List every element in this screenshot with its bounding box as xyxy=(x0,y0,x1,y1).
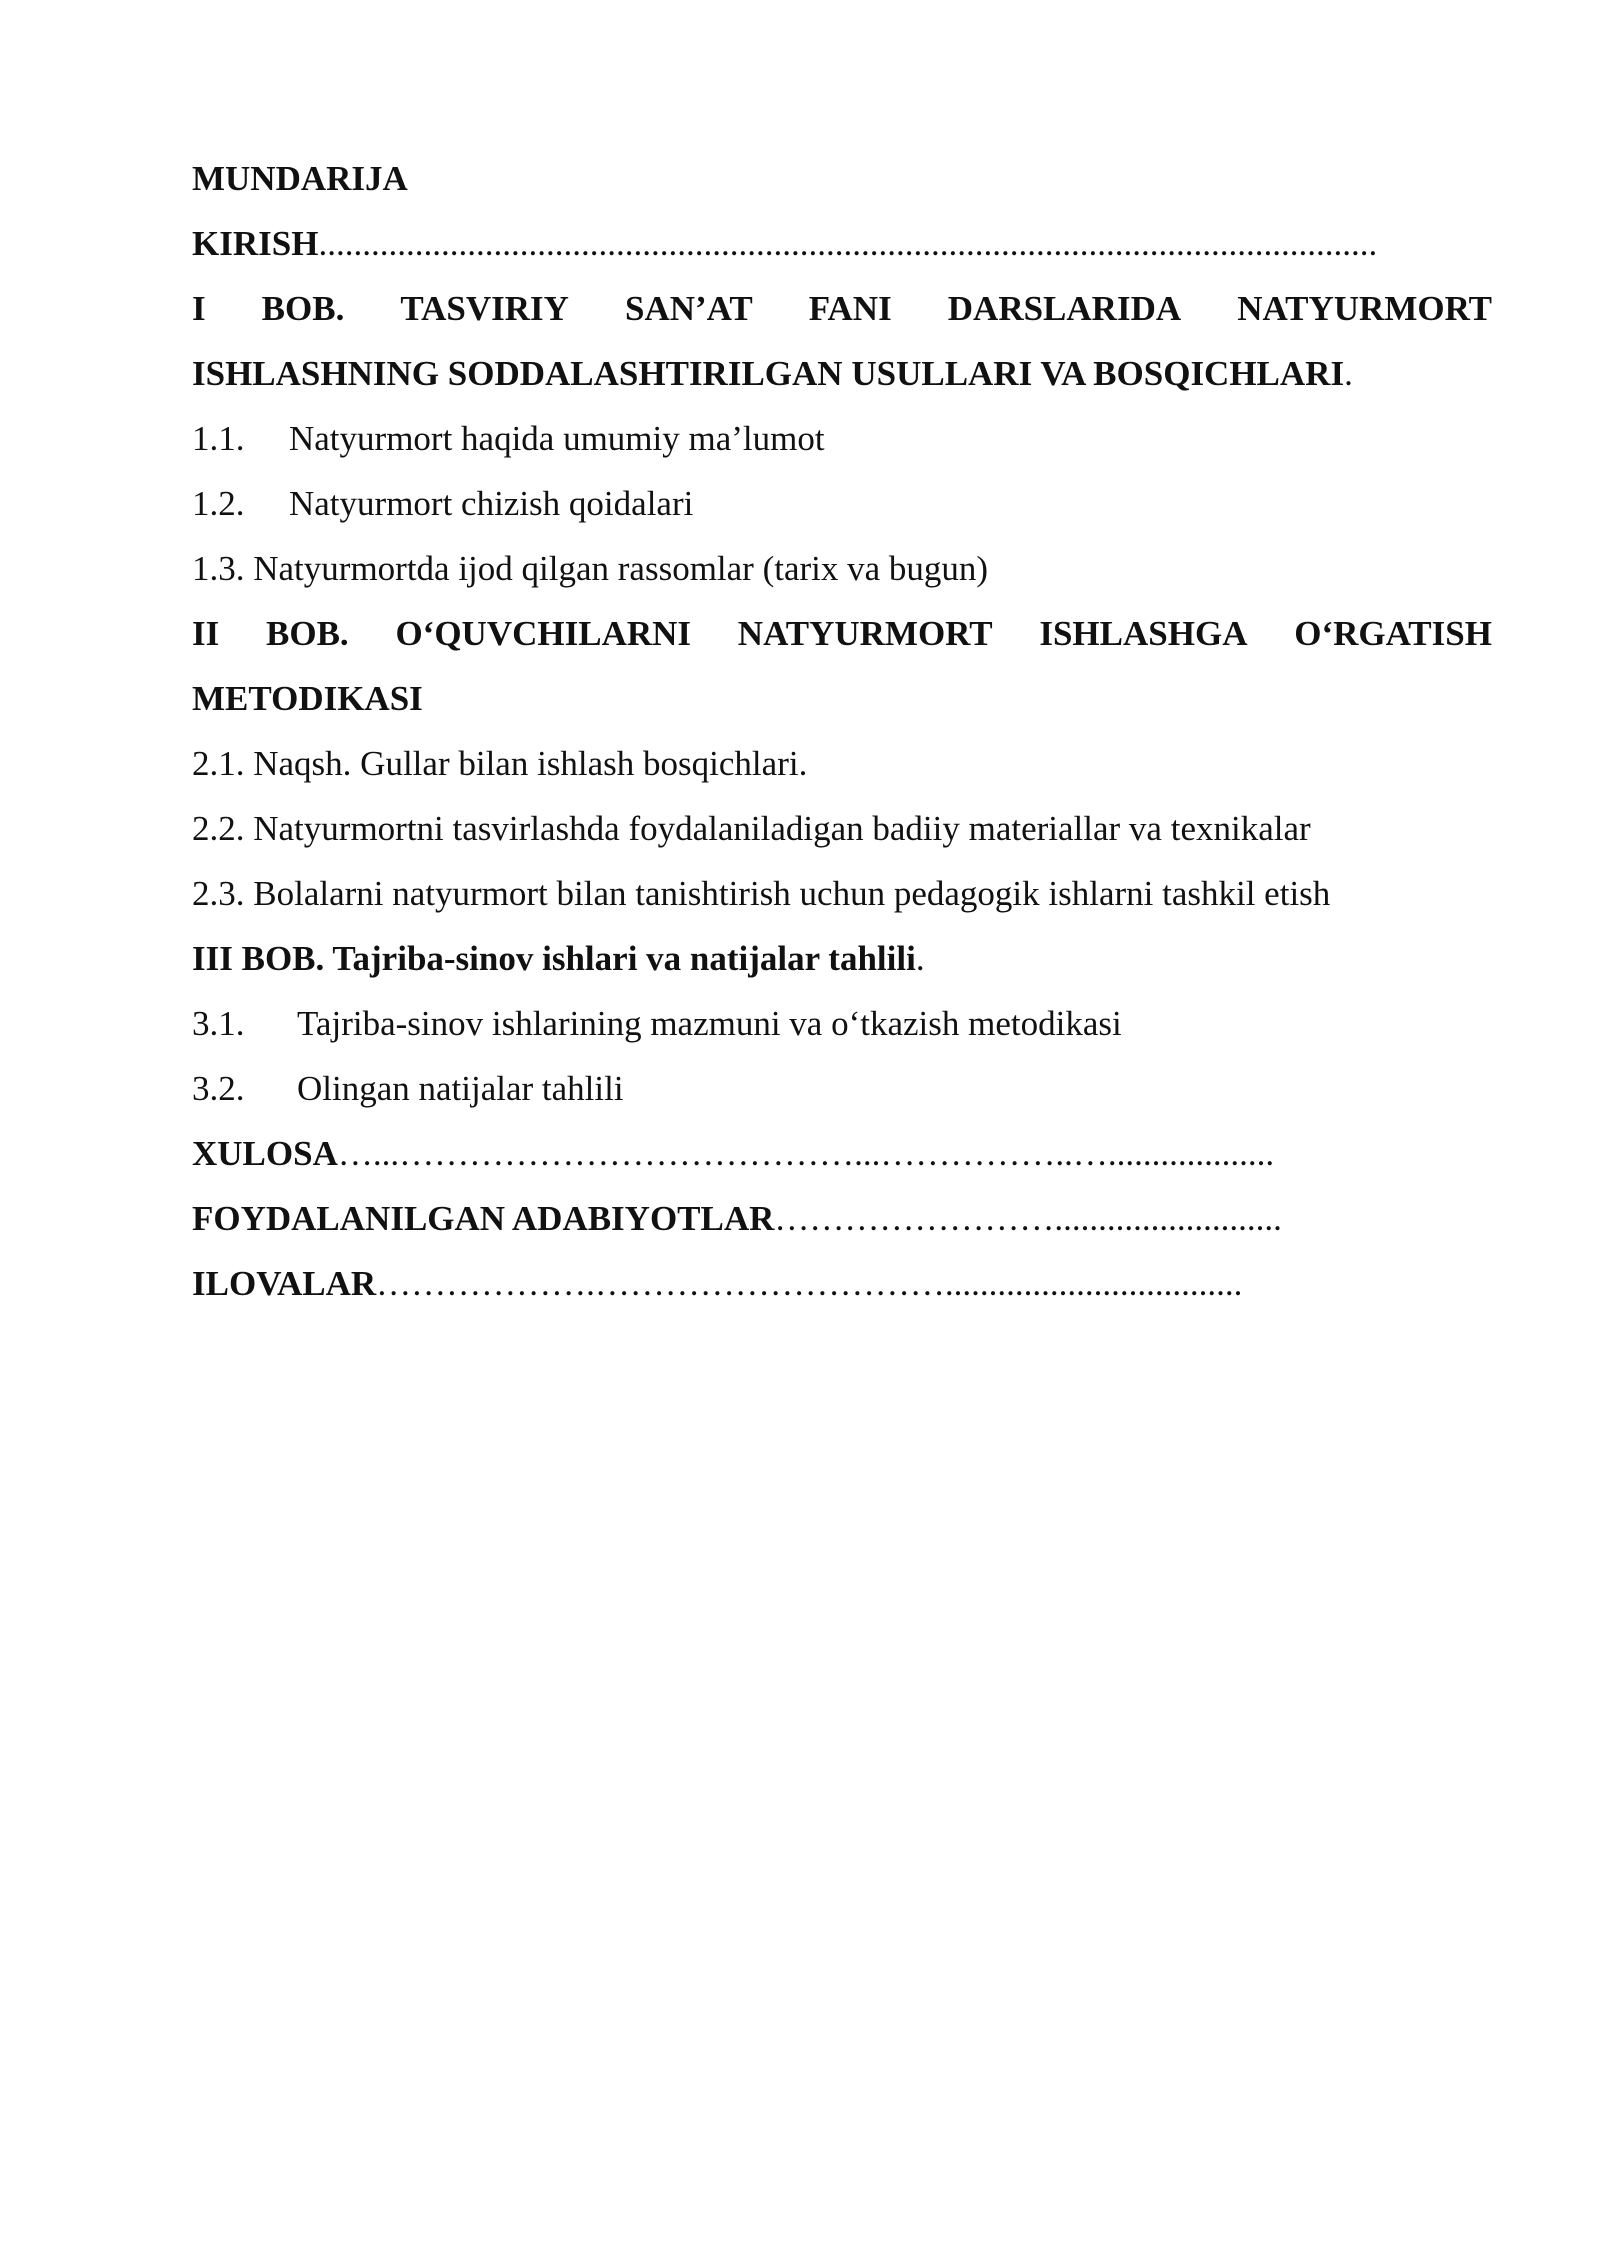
chapter-2-word: BOB. xyxy=(266,614,349,653)
xulosa-label: XULOSA xyxy=(192,1134,338,1173)
chapter-2-word: ISHLASHGA xyxy=(1039,614,1248,653)
toc-heading: MUNDARIJA xyxy=(192,159,408,198)
chapter-1-period: . xyxy=(1344,354,1353,393)
chapter-2-word: NATYURMORT xyxy=(737,614,993,653)
section-number: 3.2. xyxy=(192,1069,245,1108)
chapter-1-word: TASVIRIY xyxy=(400,289,569,328)
chapter-2-title-line-2: METODIKASI xyxy=(192,679,423,718)
toc-entry-2-1: 2.1. Naqsh. Gullar bilan ishlash bosqichlari. xyxy=(192,744,808,783)
section-number: 1.1. xyxy=(192,419,245,458)
chapter-3-period: . xyxy=(915,939,925,978)
chapter-2-word: O‘QUVCHILARNI xyxy=(395,614,692,653)
chapter-1-word: I xyxy=(192,289,206,328)
toc-entry-adabiyotlar xyxy=(192,1186,1492,1251)
chapter-3-title xyxy=(192,926,1492,991)
chapter-2-title-line-1 xyxy=(192,601,1492,666)
chapter-1-word: SAN’AT xyxy=(625,289,753,328)
chapter-2-word: II xyxy=(192,614,220,653)
chapter-1-title-cont: ISHLASHNING SODDALASHTIRILGAN USULLARI VA BOSQICHLARI xyxy=(192,354,1345,393)
toc-entry-1-3: 1.3. Natyurmortda ijod qilgan rassomlar (tarix va bugun) xyxy=(192,549,989,588)
chapter-2-word: O‘RGATISH xyxy=(1294,614,1492,653)
kirish-leader: ......................................................................................................................... xyxy=(318,224,1378,263)
section-number: 3.1. xyxy=(192,1004,245,1043)
adabiyotlar-leader: …………………….......................... xyxy=(774,1199,1282,1238)
chapter-1-word: BOB. xyxy=(261,289,345,328)
adabiyotlar-label: FOYDALANILGAN ADABIYOTLAR xyxy=(192,1199,775,1238)
kirish-label: KIRISH xyxy=(192,224,319,263)
toc-entry-1-1 xyxy=(192,406,1492,471)
toc-entry-2-2: 2.2. Natyurmortni tasvirlashda foydalaniladigan badiiy materiallar va texnikalar xyxy=(192,809,1311,848)
chapter-1-word: FANI xyxy=(808,289,892,328)
section-title: Tajriba-sinov ishlarining mazmuni va o‘tkazish metodikasi xyxy=(297,1004,1122,1043)
toc-entry-xulosa xyxy=(192,1121,1492,1186)
section-number: 1.2. xyxy=(192,484,245,523)
toc-entry-2-3: 2.3. Bolalarni natyurmort bilan tanishtirish uchun pedagogik ishlarni tashkil etish xyxy=(192,874,1331,913)
toc-entry-kirish xyxy=(192,211,1492,276)
chapter-1-word: DARSLARIDA xyxy=(947,289,1182,328)
toc-entry-3-2 xyxy=(192,1056,1492,1121)
section-title: Olingan natijalar tahlili xyxy=(297,1069,624,1108)
ilovalar-label: ILOVALAR xyxy=(192,1264,377,1303)
chapter-1-word: NATYURMORT xyxy=(1237,289,1492,328)
toc-entry-1-2 xyxy=(192,471,1492,536)
toc-entry-3-1 xyxy=(192,991,1492,1056)
toc-entry-ilovalar xyxy=(192,1251,1492,1316)
ilovalar-leader: ……………….………………………….................................. xyxy=(376,1264,1243,1303)
chapter-3-label: III BOB. Tajriba-sinov ishlari va natijalar tahlili xyxy=(192,939,916,978)
xulosa-leader: …...…………………………………...……………..…................... xyxy=(337,1134,1275,1173)
table-of-contents xyxy=(192,146,1492,1316)
chapter-1-title-line-2 xyxy=(192,341,1492,406)
chapter-1-title-line-1 xyxy=(192,276,1492,341)
section-title: Natyurmort haqida umumiy ma’lumot xyxy=(289,419,825,458)
section-title: Natyurmort chizish qoidalari xyxy=(289,484,694,523)
